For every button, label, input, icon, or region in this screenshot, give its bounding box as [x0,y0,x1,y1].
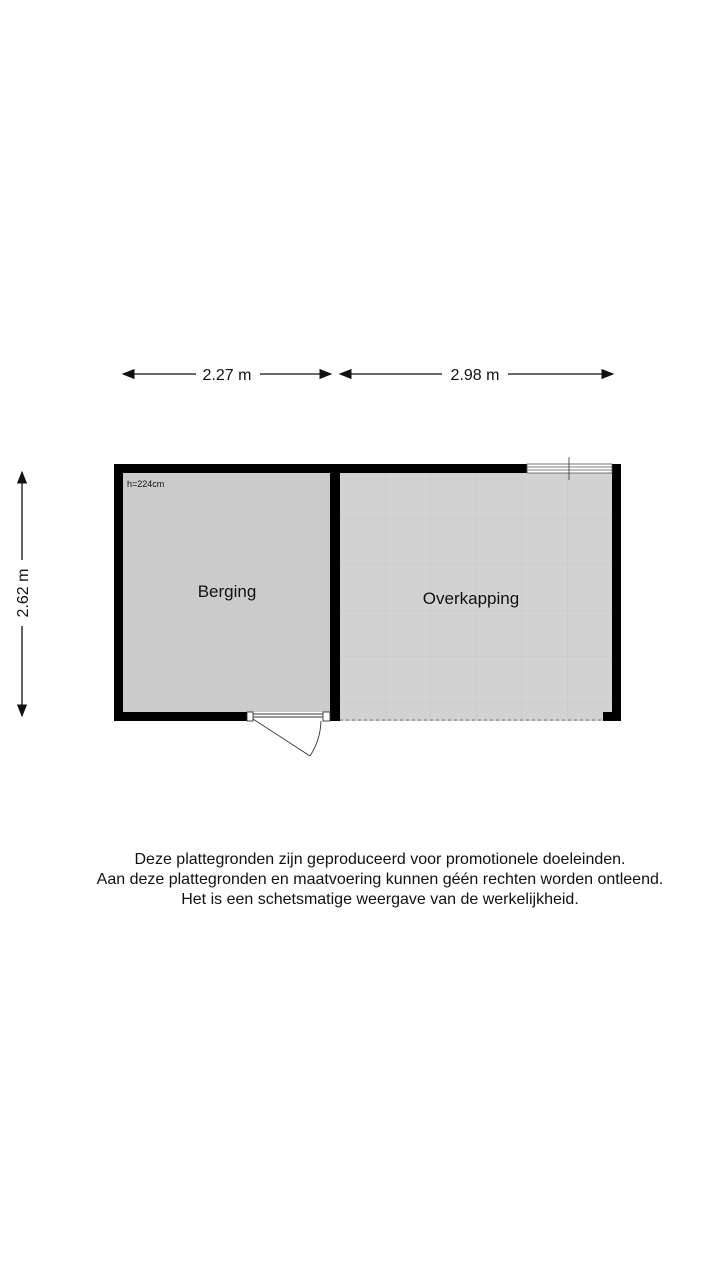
dimension-label: 2.62 m [15,568,32,618]
dimension-label: 2.27 m [202,367,252,384]
dimension-width-right [340,367,613,384]
dimension-width-left [123,367,331,384]
room-label-overkapping: Overkapping [422,589,520,608]
disclaimer-line: Deze plattegronden zijn geproduceerd voor promotionele doeleinden. [134,851,626,868]
disclaimer [0,850,720,910]
room-height-label: h=224cm [127,479,165,489]
dimension-depth [15,472,32,716]
door [247,712,330,756]
room-label-berging: Berging [197,582,257,601]
disclaimer-line: Aan deze plattegronden en maatvoering kunnen géén rechten worden ontleend. [96,871,664,888]
disclaimer-line: Het is een schetsmatige weergave van de werkelijkheid. [181,891,579,908]
dimension-label: 2.98 m [450,367,500,384]
